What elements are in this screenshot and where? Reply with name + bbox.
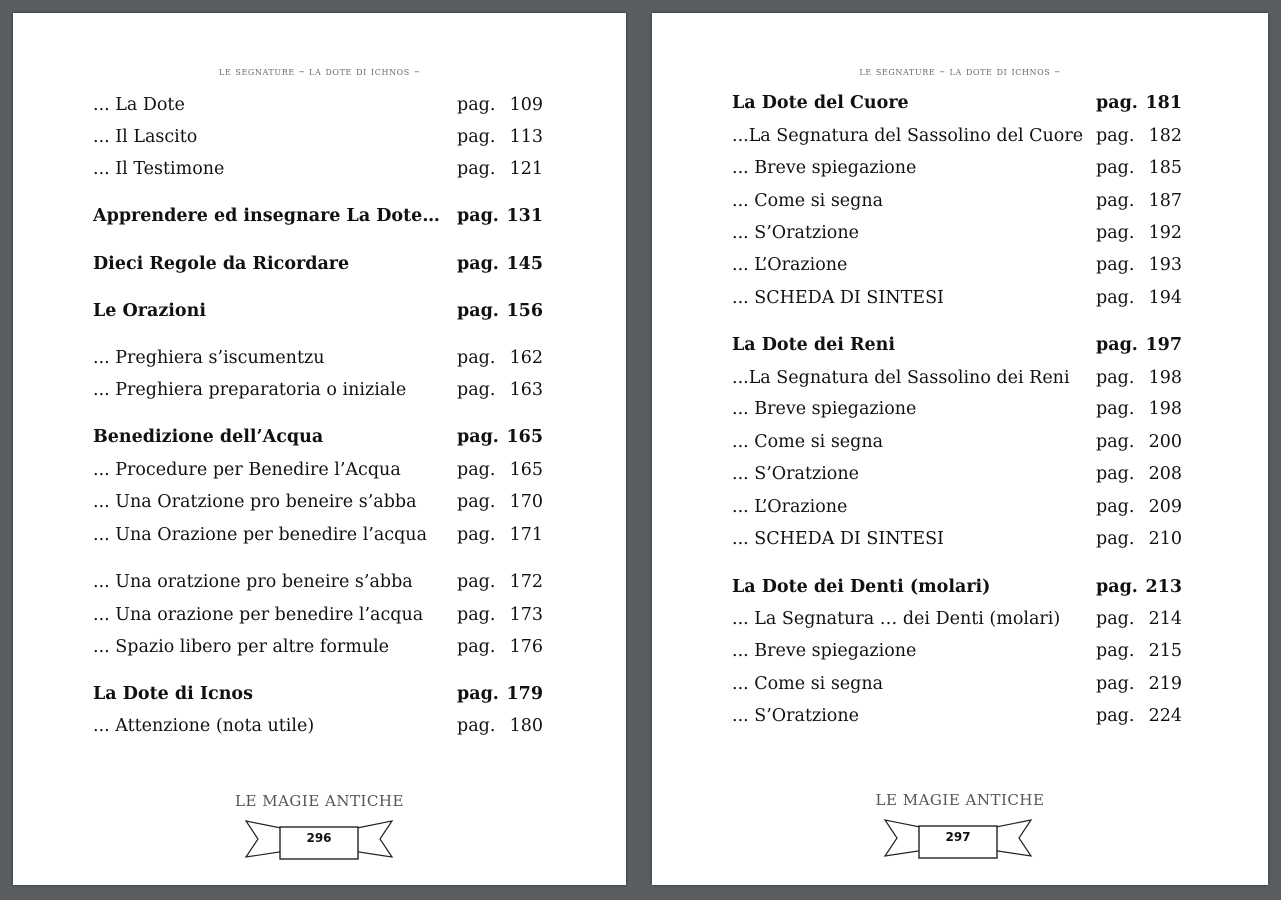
toc-entry-title: ... Breve spiegazione <box>732 641 917 661</box>
toc-entry <box>93 95 553 121</box>
toc-entry-pag-label: pag. <box>1096 335 1138 355</box>
toc-entry-title: Le Orazioni <box>93 301 206 321</box>
toc-entry-title: ...La Segnatura del Sassolino dei Reni <box>732 368 1070 388</box>
toc-entry-page-number: 215 <box>1148 641 1182 661</box>
toc-entry-page-number: 179 <box>506 684 543 704</box>
toc-entry <box>93 460 553 486</box>
toc-entry-page-number: 214 <box>1148 609 1182 629</box>
toc-entry-title: ... Come si segna <box>732 432 884 452</box>
toc-section-heading <box>93 301 553 327</box>
toc-entry-pag-label: pag. <box>457 572 496 592</box>
toc-entry-title: La Dote di Icnos <box>93 684 253 704</box>
running-head: le segnature – la dote di ichnos – <box>218 65 421 78</box>
toc-entry <box>732 529 1192 555</box>
toc-entry-page-number: 192 <box>1148 223 1182 243</box>
toc-entry-page-number: 109 <box>509 95 543 115</box>
toc-entry <box>93 605 553 631</box>
toc-entry-pag-label: pag. <box>1096 255 1135 275</box>
toc-entry-pag-label: pag. <box>1096 288 1135 308</box>
toc-entry-pag-label: pag. <box>457 254 499 274</box>
toc-entry-page-number: 209 <box>1148 497 1182 517</box>
toc-entry-pag-label: pag. <box>457 525 496 545</box>
toc-entry <box>732 641 1192 667</box>
toc-entry-title: ... Il Testimone <box>93 159 225 179</box>
toc-entry-title: ... Il Lascito <box>93 127 198 147</box>
toc-entry-pag-label: pag. <box>1096 464 1135 484</box>
toc-entry-page-number: 172 <box>509 572 543 592</box>
toc-entry-title: ... Preghiera s’iscumentzu <box>93 348 325 368</box>
toc-entry-page-number: 145 <box>506 254 543 274</box>
toc-entry-title: ... Attenzione (nota utile) <box>93 716 315 736</box>
toc-entry <box>732 158 1192 184</box>
toc-entry-page-number: 163 <box>509 380 543 400</box>
toc-entry-page-number: 131 <box>506 206 543 226</box>
toc-entry-title: Dieci Regole da Ricordare <box>93 254 350 274</box>
toc-entry-title: ... La Segnatura … dei Denti (molari) <box>732 609 1061 629</box>
toc-entry-page-number: 162 <box>509 348 543 368</box>
toc-entry <box>732 706 1192 732</box>
toc-entry-pag-label: pag. <box>457 301 499 321</box>
left-page <box>13 13 626 885</box>
footer-title: LE MAGIE ANTICHE <box>875 791 1045 809</box>
toc-entry-title: ... Preghiera preparatoria o iniziale <box>93 380 407 400</box>
toc-section-heading <box>93 254 553 280</box>
toc-entry <box>93 159 553 185</box>
toc-entry-pag-label: pag. <box>1096 368 1135 388</box>
toc-entry <box>732 368 1192 394</box>
toc-entry-page-number: 181 <box>1145 93 1182 113</box>
toc-entry <box>732 464 1192 490</box>
toc-entry-title: La Dote del Cuore <box>732 93 909 113</box>
toc-entry-title: Apprendere ed insegnare La Dote… <box>93 206 440 226</box>
toc-entry-title: ... Spazio libero per altre formule <box>93 637 390 657</box>
toc-entry <box>732 126 1192 152</box>
toc-entry-title: ... SCHEDA DI SINTESI <box>732 529 944 549</box>
toc-entry-title: La Dote dei Reni <box>732 335 896 355</box>
toc-entry-page-number: 121 <box>509 159 543 179</box>
running-head: le segnature – la dote di ichnos – <box>859 65 1061 78</box>
toc-entry-pag-label: pag. <box>1096 191 1135 211</box>
toc-entry-title: ... Breve spiegazione <box>732 399 917 419</box>
toc-section-heading <box>93 206 553 232</box>
toc-entry-pag-label: pag. <box>457 605 496 625</box>
toc-entry <box>732 191 1192 217</box>
toc-entry-pag-label: pag. <box>457 159 496 179</box>
toc-entry <box>93 716 553 742</box>
toc-entry-pag-label: pag. <box>1096 399 1135 419</box>
toc-section-heading <box>732 577 1192 603</box>
toc-entry-pag-label: pag. <box>457 460 496 480</box>
toc-entry-page-number: 210 <box>1148 529 1182 549</box>
toc-entry-title: ... Breve spiegazione <box>732 158 917 178</box>
toc-entry-pag-label: pag. <box>1096 641 1135 661</box>
toc-entry-title: ... Procedure per Benedire l’Acqua <box>93 460 401 480</box>
toc-entry-page-number: 187 <box>1148 191 1182 211</box>
toc-entry-pag-label: pag. <box>1096 609 1135 629</box>
toc-entry-page-number: 197 <box>1145 335 1182 355</box>
toc-entry-page-number: 171 <box>509 525 543 545</box>
toc-entry-page-number: 224 <box>1148 706 1182 726</box>
toc-entry-pag-label: pag. <box>1096 529 1135 549</box>
toc-entry-page-number: 113 <box>509 127 543 147</box>
toc-entry-title: ... S’Oratzione <box>732 464 859 484</box>
toc-entry-title: Benedizione dell’Acqua <box>93 427 324 447</box>
toc-entry <box>93 127 553 153</box>
toc-entry-page-number: 170 <box>509 492 543 512</box>
toc-entry <box>732 609 1192 635</box>
toc-entry-page-number: 208 <box>1148 464 1182 484</box>
toc-entry-pag-label: pag. <box>1096 223 1135 243</box>
toc-entry <box>732 288 1192 314</box>
footer-title: LE MAGIE ANTICHE <box>235 792 404 810</box>
right-page <box>652 13 1268 885</box>
toc-entry <box>93 572 553 598</box>
toc-entry <box>93 637 553 663</box>
page-number-banner <box>244 819 394 863</box>
toc-entry <box>732 674 1192 700</box>
toc-entry-page-number: 156 <box>506 301 543 321</box>
toc-entry-pag-label: pag. <box>457 348 496 368</box>
toc-entry-pag-label: pag. <box>1096 577 1138 597</box>
toc-entry <box>732 399 1192 425</box>
toc-entry-title: ... S’Oratzione <box>732 706 859 726</box>
toc-entry <box>732 255 1192 281</box>
toc-entry <box>93 380 553 406</box>
toc-entry-page-number: 193 <box>1148 255 1182 275</box>
toc-entry-title: ... SCHEDA DI SINTESI <box>732 288 944 308</box>
toc-entry-title: ... L’Orazione <box>732 497 848 517</box>
toc-entry <box>93 348 553 374</box>
toc-section-heading <box>732 335 1192 361</box>
toc-entry-page-number: 198 <box>1148 399 1182 419</box>
toc-section-heading <box>732 93 1192 119</box>
toc-entry <box>732 432 1192 458</box>
toc-entry-title: ... S’Oratzione <box>732 223 859 243</box>
toc-entry-pag-label: pag. <box>457 127 496 147</box>
toc-entry-title: ... La Dote <box>93 95 185 115</box>
toc-entry-pag-label: pag. <box>457 427 499 447</box>
toc-entry-pag-label: pag. <box>457 684 499 704</box>
toc-entry <box>732 497 1192 523</box>
toc-entry-page-number: 165 <box>509 460 543 480</box>
toc-entry-pag-label: pag. <box>457 637 496 657</box>
toc-entry-title: La Dote dei Denti (molari) <box>732 577 991 597</box>
toc-entry-pag-label: pag. <box>1096 706 1135 726</box>
toc-entry-page-number: 200 <box>1148 432 1182 452</box>
toc-entry-title: ... L’Orazione <box>732 255 848 275</box>
toc-entry-pag-label: pag. <box>1096 674 1135 694</box>
toc-entry-pag-label: pag. <box>1096 126 1135 146</box>
toc-entry-pag-label: pag. <box>1096 432 1135 452</box>
toc-entry-page-number: 182 <box>1148 126 1182 146</box>
toc-entry-pag-label: pag. <box>1096 93 1138 113</box>
page-number: 297 <box>945 830 971 844</box>
toc-entry-title: ... Una Oratzione pro beneire s’abba <box>93 492 417 512</box>
toc-entry-pag-label: pag. <box>1096 497 1135 517</box>
toc-section-heading <box>93 427 553 453</box>
toc-entry-title: ... Una orazione per benedire l’acqua <box>93 605 424 625</box>
page-number: 296 <box>306 831 332 845</box>
toc-entry-page-number: 219 <box>1148 674 1182 694</box>
toc-entry-pag-label: pag. <box>457 95 496 115</box>
toc-entry-page-number: 194 <box>1148 288 1182 308</box>
toc-section-heading <box>93 684 553 710</box>
toc-entry-page-number: 173 <box>509 605 543 625</box>
toc-entry-title: ... Come si segna <box>732 674 884 694</box>
toc-entry-title: ... Una Orazione per benedire l’acqua <box>93 525 428 545</box>
toc-entry-pag-label: pag. <box>457 206 499 226</box>
toc-entry-page-number: 180 <box>509 716 543 736</box>
toc-entry-pag-label: pag. <box>457 492 496 512</box>
toc-entry-title: ...La Segnatura del Sassolino del Cuore <box>732 126 1084 146</box>
toc-entry-title: ... Una oratzione pro beneire s’abba <box>93 572 413 592</box>
toc-entry-page-number: 213 <box>1145 577 1182 597</box>
toc-entry-page-number: 198 <box>1148 368 1182 388</box>
toc-entry-pag-label: pag. <box>457 716 496 736</box>
toc-entry <box>93 492 553 518</box>
toc-entry-pag-label: pag. <box>457 380 496 400</box>
toc-entry <box>732 223 1192 249</box>
toc-entry-page-number: 176 <box>509 637 543 657</box>
toc-entry-title: ... Come si segna <box>732 191 884 211</box>
toc-entry-pag-label: pag. <box>1096 158 1135 178</box>
page-number-banner <box>883 818 1033 862</box>
toc-entry <box>93 525 553 551</box>
toc-entry-page-number: 185 <box>1148 158 1182 178</box>
toc-entry-page-number: 165 <box>506 427 543 447</box>
